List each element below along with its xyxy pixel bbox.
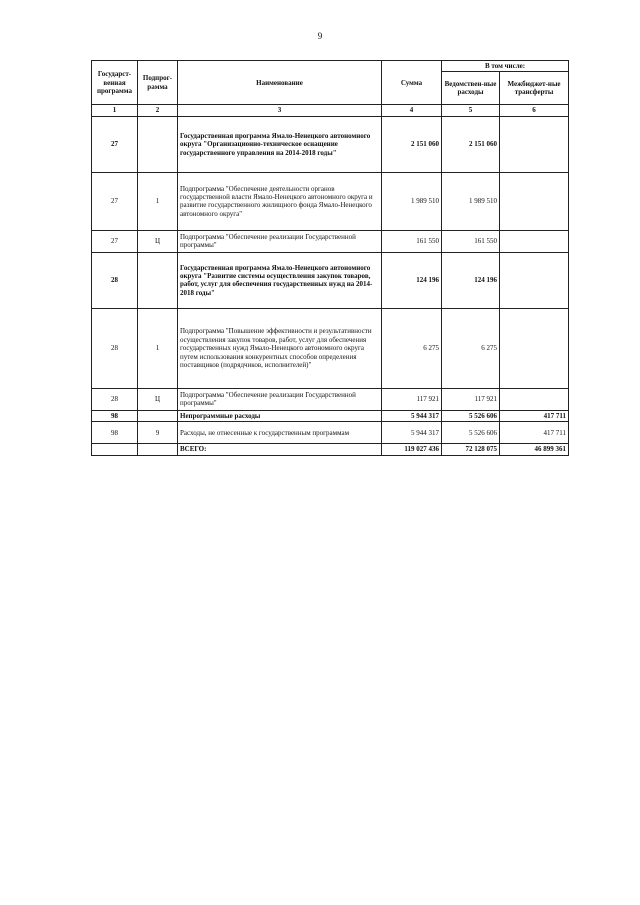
transfers-cell bbox=[500, 116, 569, 172]
total-row bbox=[92, 444, 569, 455]
table-row bbox=[92, 116, 569, 172]
header-including: В том числе: bbox=[442, 61, 569, 72]
pp-cell bbox=[138, 444, 178, 455]
dept-cell: 117 921 bbox=[442, 388, 500, 410]
pp-cell: Ц bbox=[138, 230, 178, 252]
header-gp: Государст-венная программа bbox=[92, 61, 138, 105]
transfers-cell bbox=[500, 252, 569, 308]
dept-cell: 72 128 075 bbox=[442, 444, 500, 455]
pp-cell bbox=[138, 252, 178, 308]
pp-cell: Ц bbox=[138, 388, 178, 410]
budget-table bbox=[91, 60, 569, 456]
name-cell: Подпрограмма "Обеспечение реализации Государственной программы" bbox=[178, 230, 382, 252]
name-cell: Подпрограмма "Обеспечение реализации Государственной программы" bbox=[178, 388, 382, 410]
transfers-cell: 417 711 bbox=[500, 422, 569, 444]
col-number: 3 bbox=[178, 105, 382, 116]
sum-cell: 6 275 bbox=[382, 308, 442, 388]
transfers-cell bbox=[500, 230, 569, 252]
sum-cell: 2 151 060 bbox=[382, 116, 442, 172]
header-name: Наименование bbox=[178, 61, 382, 105]
gp-cell: 27 bbox=[92, 172, 138, 230]
table-row bbox=[92, 388, 569, 410]
name-cell: Расходы, не отнесенные к государственным программам bbox=[178, 422, 382, 444]
dept-cell: 5 526 606 bbox=[442, 422, 500, 444]
dept-cell: 1 989 510 bbox=[442, 172, 500, 230]
header-transfers: Межбюджет-ные трансферты bbox=[500, 72, 569, 105]
table-row bbox=[92, 410, 569, 421]
col-number: 5 bbox=[442, 105, 500, 116]
pp-cell: 1 bbox=[138, 308, 178, 388]
table-row bbox=[92, 422, 569, 444]
col-number: 1 bbox=[92, 105, 138, 116]
col-number: 6 bbox=[500, 105, 569, 116]
name-cell: Подпрограмма "Повышение эффективности и результативности осуществления закупок товаров, работ, услуг для обеспечения государственных нужд Ямало-Ненецкого автономного округа путем использования конкурентных способов определения поставщиков (подрядчиков, исполнителей)" bbox=[178, 308, 382, 388]
gp-cell: 28 bbox=[92, 308, 138, 388]
table-row bbox=[92, 230, 569, 252]
name-cell: Государственная программа Ямало-Ненецкого автономного округа "Организационно-техническое оснащение государственного управления на 2014-2018 годы" bbox=[178, 116, 382, 172]
gp-cell: 98 bbox=[92, 410, 138, 421]
gp-cell: 98 bbox=[92, 422, 138, 444]
name-cell: Непрограммные расходы bbox=[178, 410, 382, 421]
pp-cell: 9 bbox=[138, 422, 178, 444]
gp-cell: 27 bbox=[92, 116, 138, 172]
col-number: 2 bbox=[138, 105, 178, 116]
transfers-cell: 46 899 361 bbox=[500, 444, 569, 455]
page-number: 9 bbox=[317, 31, 323, 41]
header-pp: Подпрог-рамма bbox=[138, 61, 178, 105]
sum-cell: 124 196 bbox=[382, 252, 442, 308]
dept-cell: 6 275 bbox=[442, 308, 500, 388]
column-number-row bbox=[92, 105, 569, 116]
table-row bbox=[92, 172, 569, 230]
pp-cell bbox=[138, 410, 178, 421]
gp-cell: 28 bbox=[92, 388, 138, 410]
table-row bbox=[92, 252, 569, 308]
header-dept: Ведомствен-ные расходы bbox=[442, 72, 500, 105]
sum-cell: 117 921 bbox=[382, 388, 442, 410]
gp-cell: 28 bbox=[92, 252, 138, 308]
sum-cell: 119 027 436 bbox=[382, 444, 442, 455]
transfers-cell bbox=[500, 308, 569, 388]
sum-cell: 5 944 317 bbox=[382, 410, 442, 421]
sum-cell: 1 989 510 bbox=[382, 172, 442, 230]
dept-cell: 5 526 606 bbox=[442, 410, 500, 421]
table-row bbox=[92, 308, 569, 388]
name-cell: Подпрограмма "Обеспечение деятельности органов государственной власти Ямало-Ненецкого автономного округа и развитие государственного жилищного фонда Ямало-Ненецкого автономного округа" bbox=[178, 172, 382, 230]
gp-cell bbox=[92, 444, 138, 455]
total-label: ВСЕГО: bbox=[178, 444, 382, 455]
transfers-cell bbox=[500, 172, 569, 230]
name-cell: Государственная программа Ямало-Ненецкого автономного округа "Развитие системы осуществления закупок товаров, работ, услуг для обеспечения государственных нужд на 2014-2018 годы" bbox=[178, 252, 382, 308]
dept-cell: 2 151 060 bbox=[442, 116, 500, 172]
dept-cell: 124 196 bbox=[442, 252, 500, 308]
pp-cell: 1 bbox=[138, 172, 178, 230]
transfers-cell bbox=[500, 388, 569, 410]
header-sum: Сумма bbox=[382, 61, 442, 105]
col-number: 4 bbox=[382, 105, 442, 116]
gp-cell: 27 bbox=[92, 230, 138, 252]
dept-cell: 161 550 bbox=[442, 230, 500, 252]
transfers-cell: 417 711 bbox=[500, 410, 569, 421]
sum-cell: 5 944 317 bbox=[382, 422, 442, 444]
pp-cell bbox=[138, 116, 178, 172]
sum-cell: 161 550 bbox=[382, 230, 442, 252]
